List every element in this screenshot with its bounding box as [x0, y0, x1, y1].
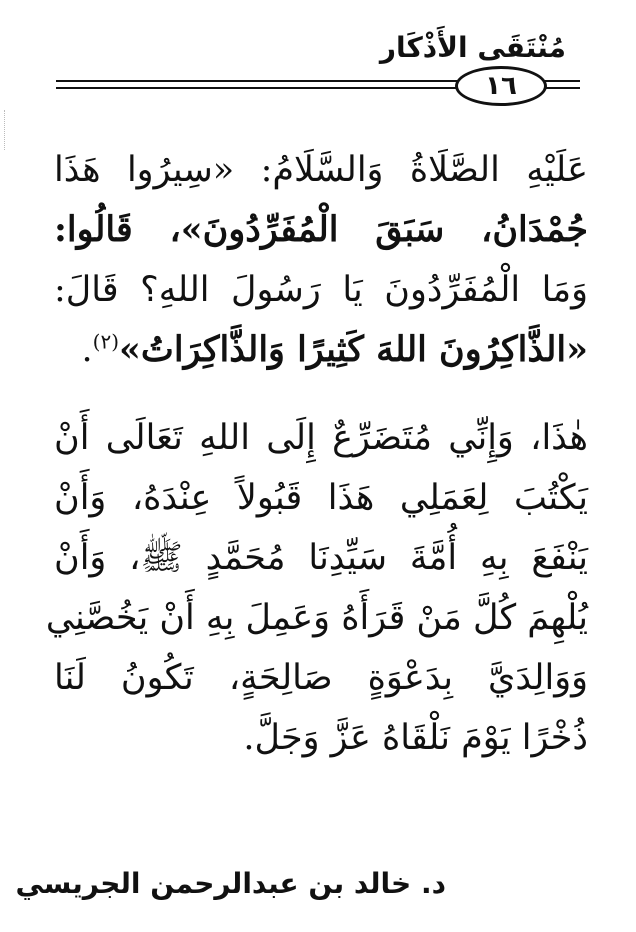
text-line: يَنْفَعَ بِهِ أُمَّةَ سَيِّدِنَا مُحَمَّدٍ ﷺ، وَأَنْ [54, 538, 588, 578]
text-line: ذُخْرًا يَوْمَ نَلْقَاهُ عَزَّ وَجَلَّ. [243, 718, 588, 758]
running-header-title: مُنْتَقَى الأَذْكَار [379, 31, 566, 64]
paragraph-hadith [54, 140, 588, 380]
text-line-quote: «الذَّاكِرُونَ اللهَ كَثِيرًا وَالذَّاكِرَاتُ» [119, 329, 588, 370]
closing-punctuation: . [81, 330, 93, 370]
scan-margin-mark [4, 110, 11, 150]
author-signature: د. خالد بن عبدالرحمن الجريسي [15, 867, 446, 900]
text-line: يَكْتُبَ لِعَمَلِي هَذَا قَبُولاً عِنْدَهُ، وَأَنْ [54, 478, 588, 518]
text-line: يُلْهِمَ كُلَّ مَنْ قَرَأَهُ وَعَمِلَ بِهِ أَنْ يَخُصَّنِي [45, 598, 588, 638]
text-line: جُمْدَانُ، سَبَقَ الْمُفَرِّدُونَ»، قَالُوا: [54, 209, 588, 250]
text-line: وَمَا الْمُفَرِّدُونَ يَا رَسُولَ اللهِ؟ قَالَ: [54, 270, 588, 310]
footnote-marker: (٢) [92, 329, 120, 354]
paragraph-supplication [45, 408, 588, 768]
page-number-badge: ١٦ [455, 66, 547, 106]
text-line-with-footnote [54, 320, 588, 380]
text-line: هٰذَا، وَإِنِّي مُتَضَرِّعٌ إِلَى اللهِ تَعَالَى أَنْ [54, 418, 588, 458]
text-line: وَوَالِدَيَّ بِدَعْوَةٍ صَالِحَةٍ، تَكُونُ لَنَا [54, 658, 588, 698]
text-line: عَلَيْهِ الصَّلَاةُ وَالسَّلَامُ: «سِيرُوا هَذَا [54, 150, 588, 190]
